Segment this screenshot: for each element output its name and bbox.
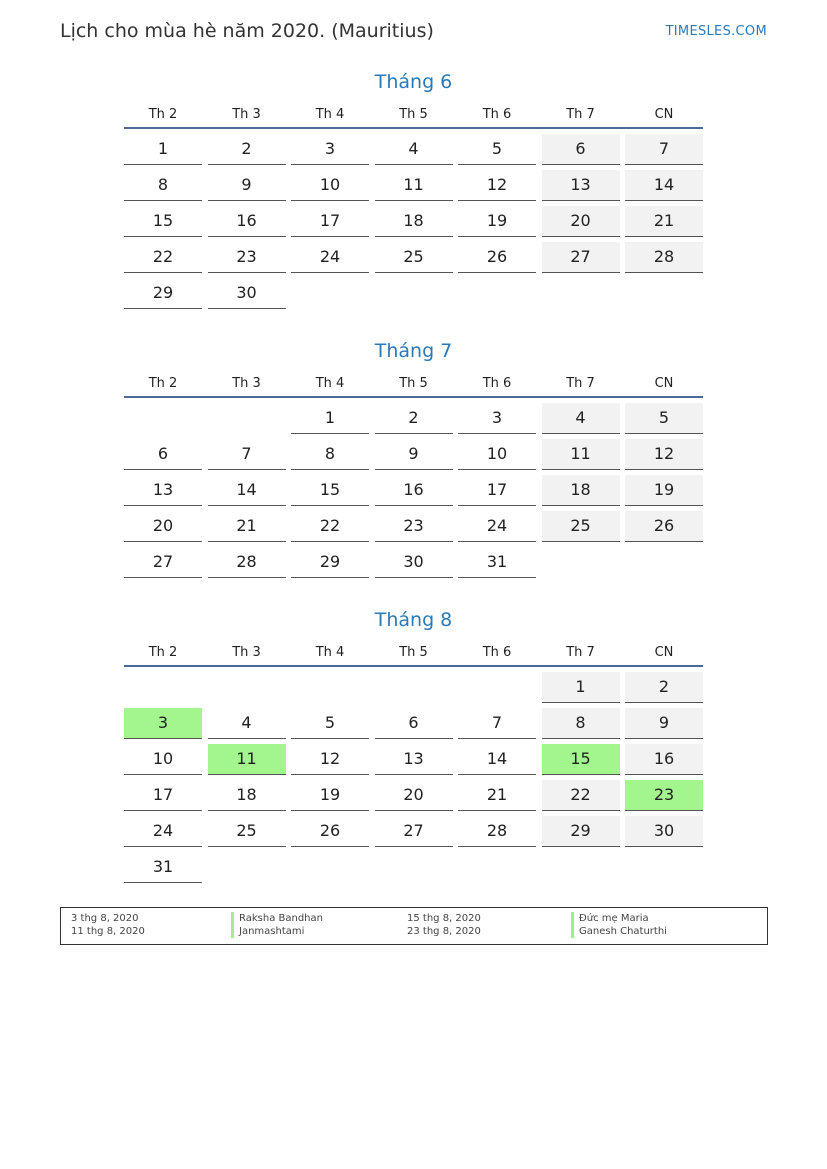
- weekday-label: Th 4: [315, 645, 345, 660]
- day-cell: 6: [124, 439, 202, 470]
- day-cell: 1: [291, 403, 369, 434]
- weekend-day-cell: 30: [625, 816, 703, 847]
- day-cell: 4: [208, 708, 286, 739]
- day-cell: 13: [375, 744, 453, 775]
- empty-day-cell: [458, 672, 536, 702]
- day-cell: 4: [375, 134, 453, 165]
- day-cell: 17: [458, 475, 536, 506]
- month-block: [124, 338, 703, 583]
- holiday-date: 23 thg 8, 2020: [407, 926, 481, 937]
- weekday-label: Th 5: [399, 107, 428, 122]
- weekend-day-cell: 1: [542, 672, 620, 703]
- weekday-label: Th 7: [566, 107, 595, 122]
- day-cell: 20: [375, 780, 453, 811]
- weekend-day-cell: 6: [542, 134, 620, 165]
- day-cell: 16: [375, 475, 453, 506]
- weekend-day-cell: 26: [625, 511, 703, 542]
- week-row: [124, 278, 703, 314]
- empty-day-cell: [208, 852, 286, 882]
- weekday-label: Th 2: [148, 376, 178, 391]
- weekday-header-row: [124, 372, 703, 398]
- day-cell: 24: [124, 816, 202, 847]
- weekday-label: Th 3: [232, 376, 261, 391]
- day-cell: 29: [124, 278, 202, 309]
- weekday-label: Th 5: [399, 376, 428, 391]
- weekday-label: Th 2: [148, 107, 178, 122]
- weekend-day-cell: 18: [542, 475, 620, 506]
- weekend-day-cell: 12: [625, 439, 703, 470]
- weekend-day-cell: 13: [542, 170, 620, 201]
- weekday-label: Th 6: [482, 376, 512, 391]
- empty-day-cell: [458, 278, 536, 308]
- holiday-name: Janmashtami: [231, 925, 304, 938]
- holiday-date: 15 thg 8, 2020: [407, 913, 481, 924]
- weekend-day-cell: 29: [542, 816, 620, 847]
- day-cell: 2: [208, 134, 286, 165]
- month-block: [124, 607, 703, 888]
- week-row: [124, 403, 703, 439]
- day-cell: 21: [458, 780, 536, 811]
- day-cell: 27: [124, 547, 202, 578]
- week-row: [124, 852, 703, 888]
- day-cell: 10: [291, 170, 369, 201]
- day-cell: 18: [208, 780, 286, 811]
- day-cell: 31: [124, 852, 202, 883]
- weekend-day-cell: 16: [625, 744, 703, 775]
- day-cell: 3: [458, 403, 536, 434]
- weekday-label: Th 5: [399, 645, 428, 660]
- weekday-header-row: [124, 103, 703, 129]
- day-cell: 18: [375, 206, 453, 237]
- holiday-date: 3 thg 8, 2020: [71, 913, 139, 924]
- day-cell: 7: [458, 708, 536, 739]
- day-cell: 17: [124, 780, 202, 811]
- day-cell: 26: [458, 242, 536, 273]
- empty-day-cell: [124, 672, 202, 702]
- weekend-day-cell: 11: [542, 439, 620, 470]
- empty-day-cell: [291, 852, 369, 882]
- day-cell: 30: [208, 278, 286, 309]
- site-brand-link[interactable]: TIMESLES.COM: [665, 24, 767, 39]
- weekday-label: CN: [654, 645, 674, 660]
- week-row: [124, 816, 703, 852]
- day-cell: 8: [291, 439, 369, 470]
- weekday-label: Th 7: [566, 645, 595, 660]
- holiday-day-cell: 15: [542, 744, 620, 775]
- day-cell: 19: [291, 780, 369, 811]
- day-cell: 28: [458, 816, 536, 847]
- day-cell: 21: [208, 511, 286, 542]
- weekday-label: Th 7: [566, 376, 595, 391]
- weekend-day-cell: 5: [625, 403, 703, 434]
- week-row: [124, 170, 703, 206]
- weekday-header-row: [124, 641, 703, 667]
- week-row: [124, 547, 703, 583]
- day-cell: 5: [291, 708, 369, 739]
- weekday-label: CN: [654, 376, 674, 391]
- day-cell: 5: [458, 134, 536, 165]
- holiday-name: Raksha Bandhan: [231, 912, 323, 925]
- holiday-day-cell: 11: [208, 744, 286, 775]
- week-row: [124, 439, 703, 475]
- day-cell: 10: [124, 744, 202, 775]
- day-cell: 24: [291, 242, 369, 273]
- page-title: Lịch cho mùa hè năm 2020. (Mauritius): [60, 20, 434, 42]
- day-cell: 6: [375, 708, 453, 739]
- day-cell: 22: [291, 511, 369, 542]
- day-cell: 9: [208, 170, 286, 201]
- empty-day-cell: [375, 278, 453, 308]
- day-cell: 2: [375, 403, 453, 434]
- weekend-day-cell: 4: [542, 403, 620, 434]
- day-cell: 14: [208, 475, 286, 506]
- week-row: [124, 134, 703, 170]
- empty-day-cell: [208, 403, 286, 433]
- day-cell: 25: [375, 242, 453, 273]
- weekend-day-cell: 14: [625, 170, 703, 201]
- holiday-name: Ganesh Chaturthi: [571, 925, 667, 938]
- weekend-day-cell: 7: [625, 134, 703, 165]
- weekend-day-cell: 9: [625, 708, 703, 739]
- day-cell: 28: [208, 547, 286, 578]
- weekday-label: Th 4: [315, 376, 345, 391]
- day-cell: 19: [458, 206, 536, 237]
- empty-day-cell: [375, 852, 453, 882]
- day-cell: 24: [458, 511, 536, 542]
- week-row: [124, 511, 703, 547]
- day-cell: 25: [208, 816, 286, 847]
- week-row: [124, 242, 703, 278]
- day-cell: 23: [375, 511, 453, 542]
- empty-day-cell: [291, 672, 369, 702]
- weekday-label: Th 4: [315, 107, 345, 122]
- week-row: [124, 206, 703, 242]
- weekend-day-cell: 21: [625, 206, 703, 237]
- weekday-label: Th 3: [232, 645, 261, 660]
- weekday-label: Th 3: [232, 107, 261, 122]
- week-row: [124, 475, 703, 511]
- day-cell: 8: [124, 170, 202, 201]
- day-cell: 26: [291, 816, 369, 847]
- day-cell: 1: [124, 134, 202, 165]
- empty-day-cell: [458, 852, 536, 882]
- week-row: [124, 672, 703, 708]
- weekend-day-cell: 27: [542, 242, 620, 273]
- holiday-date: 11 thg 8, 2020: [71, 926, 145, 937]
- empty-day-cell: [542, 278, 620, 308]
- empty-day-cell: [625, 278, 703, 308]
- day-cell: 15: [291, 475, 369, 506]
- day-cell: 17: [291, 206, 369, 237]
- empty-day-cell: [124, 403, 202, 433]
- day-cell: 15: [124, 206, 202, 237]
- empty-day-cell: [542, 547, 620, 577]
- day-cell: 12: [291, 744, 369, 775]
- day-cell: 22: [124, 242, 202, 273]
- day-cell: 7: [208, 439, 286, 470]
- day-cell: 9: [375, 439, 453, 470]
- weekend-day-cell: 8: [542, 708, 620, 739]
- day-cell: 23: [208, 242, 286, 273]
- day-cell: 31: [458, 547, 536, 578]
- empty-day-cell: [625, 547, 703, 577]
- week-row: [124, 744, 703, 780]
- day-cell: 3: [291, 134, 369, 165]
- weekend-day-cell: 22: [542, 780, 620, 811]
- day-cell: 11: [375, 170, 453, 201]
- weekend-day-cell: 28: [625, 242, 703, 273]
- empty-day-cell: [291, 278, 369, 308]
- month-block: [124, 69, 703, 314]
- day-cell: 16: [208, 206, 286, 237]
- day-cell: 14: [458, 744, 536, 775]
- weekend-day-cell: 2: [625, 672, 703, 703]
- day-cell: 13: [124, 475, 202, 506]
- weekend-day-cell: 25: [542, 511, 620, 542]
- weekend-day-cell: 20: [542, 206, 620, 237]
- day-cell: 10: [458, 439, 536, 470]
- empty-day-cell: [625, 852, 703, 882]
- weekday-label: Th 6: [482, 645, 512, 660]
- day-cell: 27: [375, 816, 453, 847]
- week-row: [124, 708, 703, 744]
- holiday-day-cell: 23: [625, 780, 703, 811]
- day-cell: 12: [458, 170, 536, 201]
- month-title: Tháng 6: [374, 71, 453, 93]
- week-row: [124, 780, 703, 816]
- month-title: Tháng 8: [374, 609, 453, 631]
- holiday-name: Đức mẹ Maria: [571, 912, 649, 925]
- day-cell: 20: [124, 511, 202, 542]
- day-cell: 30: [375, 547, 453, 578]
- weekday-label: Th 2: [148, 645, 178, 660]
- weekday-label: Th 6: [482, 107, 512, 122]
- holiday-legend: [60, 907, 768, 945]
- empty-day-cell: [542, 852, 620, 882]
- empty-day-cell: [375, 672, 453, 702]
- empty-day-cell: [208, 672, 286, 702]
- holiday-day-cell: 3: [124, 708, 202, 739]
- day-cell: 29: [291, 547, 369, 578]
- month-title: Tháng 7: [374, 340, 453, 362]
- weekend-day-cell: 19: [625, 475, 703, 506]
- weekday-label: CN: [654, 107, 674, 122]
